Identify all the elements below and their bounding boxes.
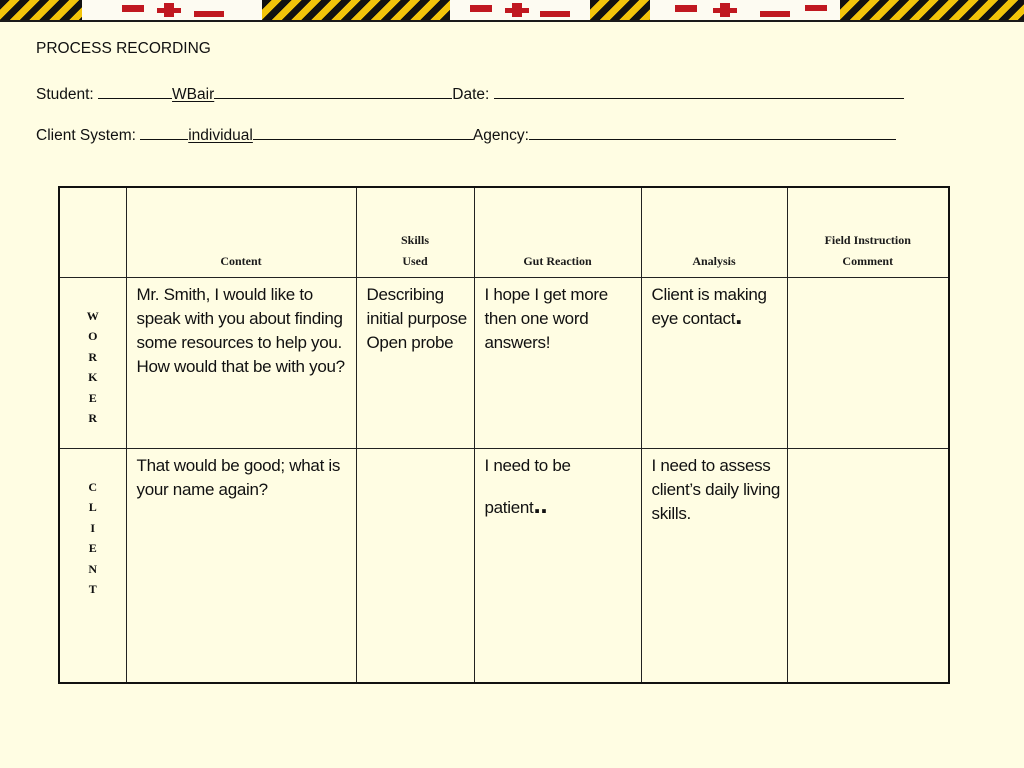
content-header: Content (126, 187, 356, 277)
date-blank (494, 84, 904, 99)
table-header-row (59, 187, 949, 277)
student-line (36, 84, 904, 104)
banner-cross (450, 0, 590, 20)
maryland-flag-banner (0, 0, 1024, 22)
client-content-cell: That would be good; what is your name again? (126, 448, 356, 683)
banner-stripe (262, 0, 450, 20)
banner-stripe (0, 0, 82, 20)
student-label: Student: (36, 86, 99, 103)
skills-used-header: Skills Used (356, 187, 474, 277)
worker-side-label: W O R K E R (59, 277, 126, 448)
client-row (59, 448, 949, 683)
skill-open-probe: Open probe (366, 332, 454, 352)
worker-skills-cell (356, 277, 474, 448)
page-title: PROCESS RECORDING (36, 40, 211, 57)
analysis-header: Analysis (641, 187, 787, 277)
client-system-value: individual (188, 127, 253, 144)
student-value: WBair (172, 86, 215, 103)
banner-stripe (840, 0, 1024, 20)
agency-label: Agency: (472, 127, 529, 144)
worker-row (59, 277, 949, 448)
client-gut-reaction-cell: I need to be patient.. (474, 448, 641, 683)
client-analysis-cell: I need to assess client’s daily living skills. (641, 448, 787, 683)
gut-reaction-header: Gut Reaction (474, 187, 641, 277)
banner-cross (82, 0, 262, 20)
process-recording-table (58, 186, 950, 684)
worker-gut-reaction-cell: I hope I get more then one word answers! (474, 277, 641, 448)
client-comment-cell (787, 448, 949, 683)
client-system-label: Client System: (36, 127, 141, 144)
field-instruction-comment-header: Field Instruction Comment (787, 187, 949, 277)
banner-cross (650, 0, 840, 20)
header-blank-cell (59, 187, 126, 277)
client-skills-cell (356, 448, 474, 683)
client-side-label: C L I E N T (59, 448, 126, 683)
worker-comment-cell (787, 277, 949, 448)
agency-blank (529, 125, 896, 140)
banner-stripe (590, 0, 650, 20)
client-line (36, 125, 896, 145)
worker-content-cell: Mr. Smith, I would like to speak with you about finding some resources to help you. How would that be with you? (126, 277, 356, 448)
worker-analysis-cell: Client is making eye contact. (641, 277, 787, 448)
date-label: Date: (452, 86, 494, 103)
skill-describing-purpose: Describing initial purpose (366, 284, 467, 328)
